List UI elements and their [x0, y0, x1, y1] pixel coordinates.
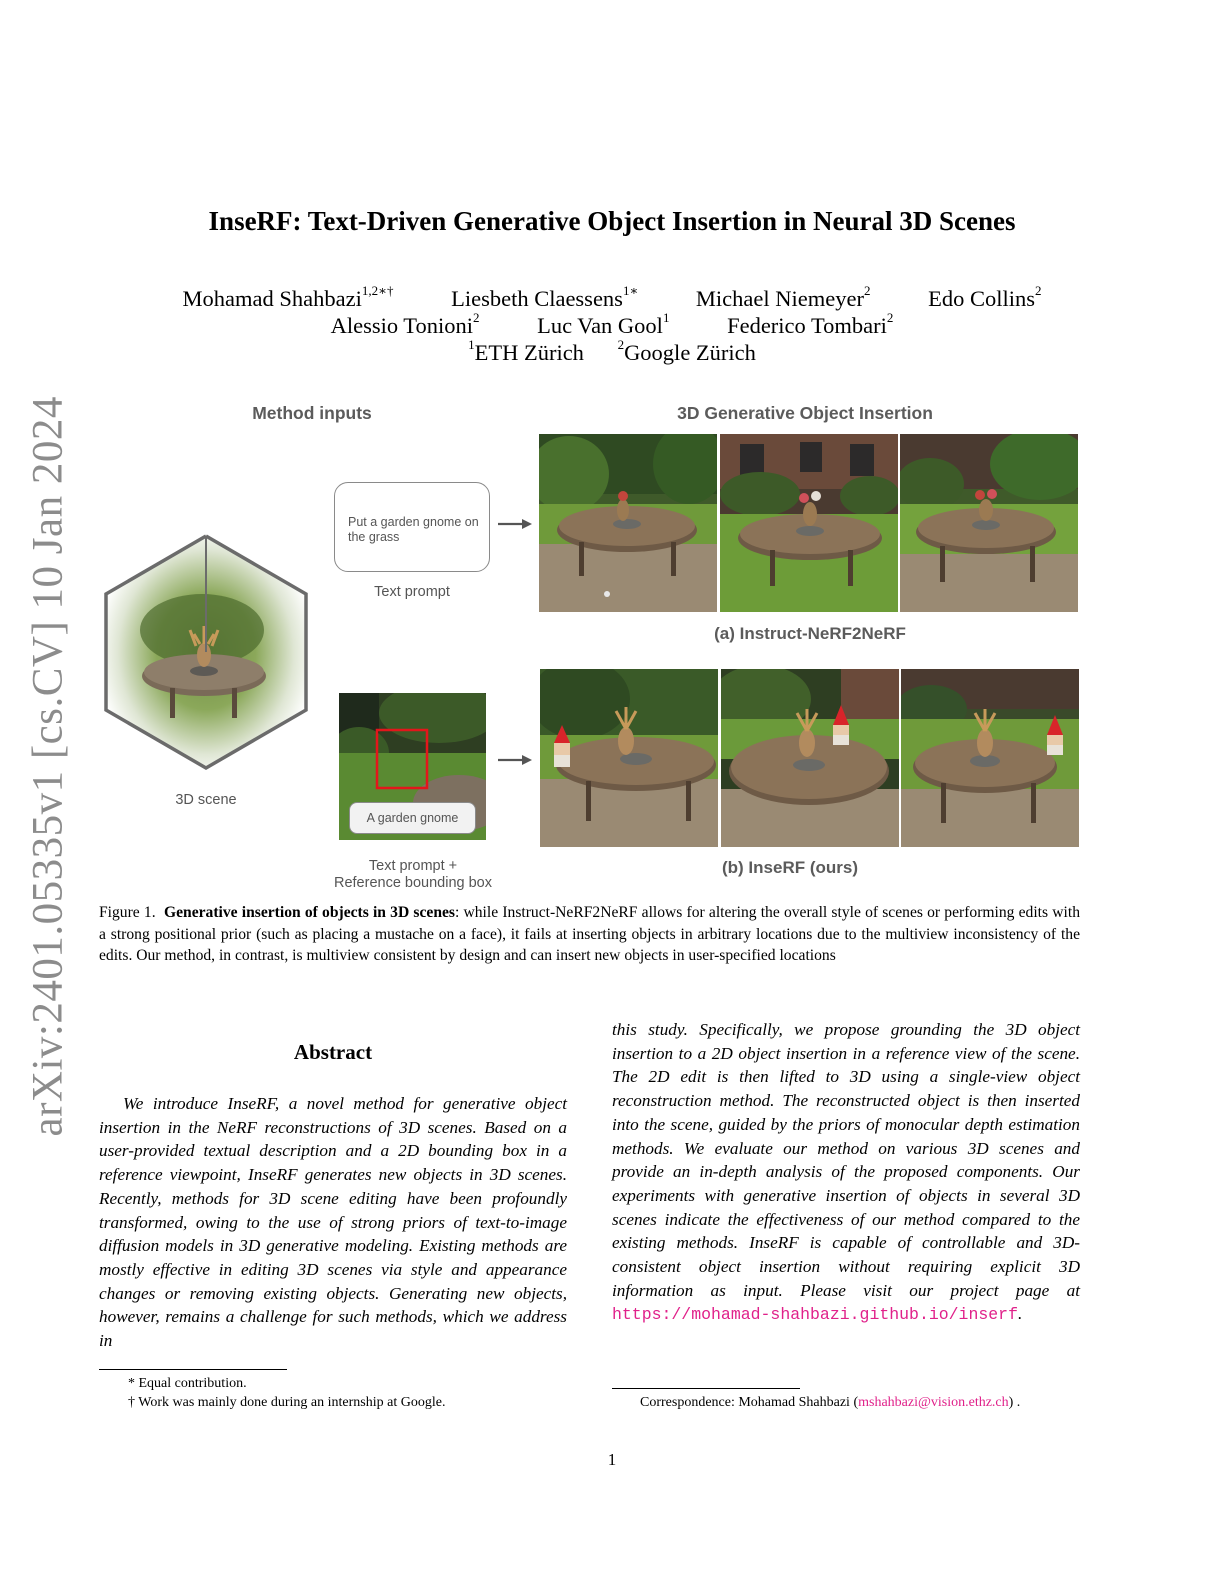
caption-prefix: Figure 1.: [99, 904, 156, 921]
page-number: 1: [607, 1450, 617, 1469]
author: Michael Niemeyer$^2$: [695, 283, 871, 311]
arrow-icon: [496, 752, 534, 768]
correspondence-email-link[interactable]: mshahbazi@vision.ethz.ch: [858, 1395, 1009, 1410]
result-image-a1: [539, 434, 717, 612]
footnote-correspondence: [640, 1395, 1020, 1411]
prompt-text: Put a garden gnome on the grass: [348, 515, 479, 544]
result-image-b1: [540, 669, 718, 847]
author: Alessio Tonioni$^2$: [330, 310, 480, 338]
row-b-label: (b) InseRF (ours): [722, 858, 858, 877]
project-page-link[interactable]: https://mohamad-shahbazi.github.io/inserf: [612, 1305, 1018, 1325]
abstract-left-column: We introduce InseRF, a novel method for generative object insertion in the NeRF reconstructions of 3D scenes. Based on a user-provided textual description and a 2D bounding box in a reference viewpoint, InseRF generates new objects in 3D scenes. Recently, methods for 3D scene editing have been profoundly transformed, owing to the use of strong priors of text-to-image diffusion models in 3D generative modeling. Existing methods are mostly effective in editing 3D scenes via style and appearance changes or removing existing objects. Generating new objects, however, remains a challenge for such methods, which we address in: [99, 1094, 567, 1351]
reference-label-line-1: Text prompt +: [368, 858, 458, 874]
authors-row-2: [0, 310, 1224, 339]
author: Edo Collins$^2$: [928, 283, 1042, 311]
reference-label: [320, 858, 506, 892]
abstract-right-text: this study. Specifically, we propose grounding the 3D object insertion to a 2D object insertion in a reference view of the scene. The 2D edit is then lifted to 3D using a single-view object reconstruction method. The reconstructed object is then inserted into the scene, guided by the priors of monocular depth estimation methods. We evaluate our method on various 3D scenes and provide an in-depth analysis of the proposed components. Our experiments with generative insertion of objects in several 3D scenes indicate the effectiveness of our method compared to the existing methods. InseRF is capable of controllable and 3D-consistent object insertion without requiring explicit 3D information as input. Please visit our project page at: [612, 1020, 1080, 1300]
arrow-icon: [496, 516, 534, 532]
abstract-end: .: [1017, 1304, 1023, 1324]
figure-caption: [99, 902, 1080, 967]
affiliation: $^2$Google Zürich: [617, 337, 756, 365]
author: Mohamad Shahbazi$^{1,2∗\dagger}$: [182, 283, 394, 311]
footnote-internship: † Work was mainly done during an internship at Google.: [128, 1395, 446, 1410]
caption-bold: Generative insertion of objects in 3D scenes: [163, 904, 455, 921]
abstract-right-column: [612, 1018, 1080, 1327]
affiliation: $^1$ETH Zürich: [468, 337, 584, 365]
scene-hexagon: [100, 530, 312, 774]
result-image-b2: [721, 669, 899, 847]
text-prompt-box: [334, 482, 490, 572]
row-a-label: (a) Instruct-NeRF2NeRF: [714, 624, 906, 643]
author: Federico Tombari$^2$: [727, 310, 894, 338]
footnote-rule: [612, 1388, 800, 1389]
result-image-a3: [900, 434, 1078, 612]
method-inputs-header: Method inputs: [252, 403, 372, 423]
caption-text: : while Instruct-NeRF2NeRF allows for altering the overall style of scenes or performing edits with a strong positional prior (such as placing a mustache on a face), it fails at inserting objects in arbitrary locations due to the multiview inconsistency of the edits. Our method, in contrast, is multiview consistent by design and can insert new objects in user-specified locations: [99, 904, 1080, 964]
result-image-a2: [720, 434, 898, 612]
scene-label: 3D scene: [175, 792, 237, 808]
correspondence-suffix: ) .: [1008, 1395, 1021, 1410]
paper-title: InseRF: Text-Driven Generative Object Insertion in Neural 3D Scenes: [208, 206, 1016, 236]
footnote-rule: [99, 1369, 287, 1370]
author: Liesbeth Claessens$^{1∗}$: [451, 283, 639, 311]
text-prompt-label: Text prompt: [374, 584, 450, 600]
result-image-b3: [901, 669, 1079, 847]
footnote-equal: * Equal contribution.: [128, 1376, 247, 1391]
reference-label-line-2: Reference bounding box: [333, 875, 492, 891]
arxiv-stamp: arXiv:2401.05335v1 [cs.CV] 10 Jan 2024: [24, 396, 72, 1137]
box-prompt: A garden gnome: [349, 802, 476, 834]
abstract-heading: Abstract: [293, 1040, 373, 1064]
insertion-header: 3D Generative Object Insertion: [677, 403, 933, 423]
author: Luc Van Gool$^1$: [537, 310, 670, 338]
affiliations: [0, 337, 1224, 366]
authors-row-1: [0, 283, 1224, 312]
correspondence-prefix: Correspondence: Mohamad Shahbazi (: [640, 1395, 859, 1410]
